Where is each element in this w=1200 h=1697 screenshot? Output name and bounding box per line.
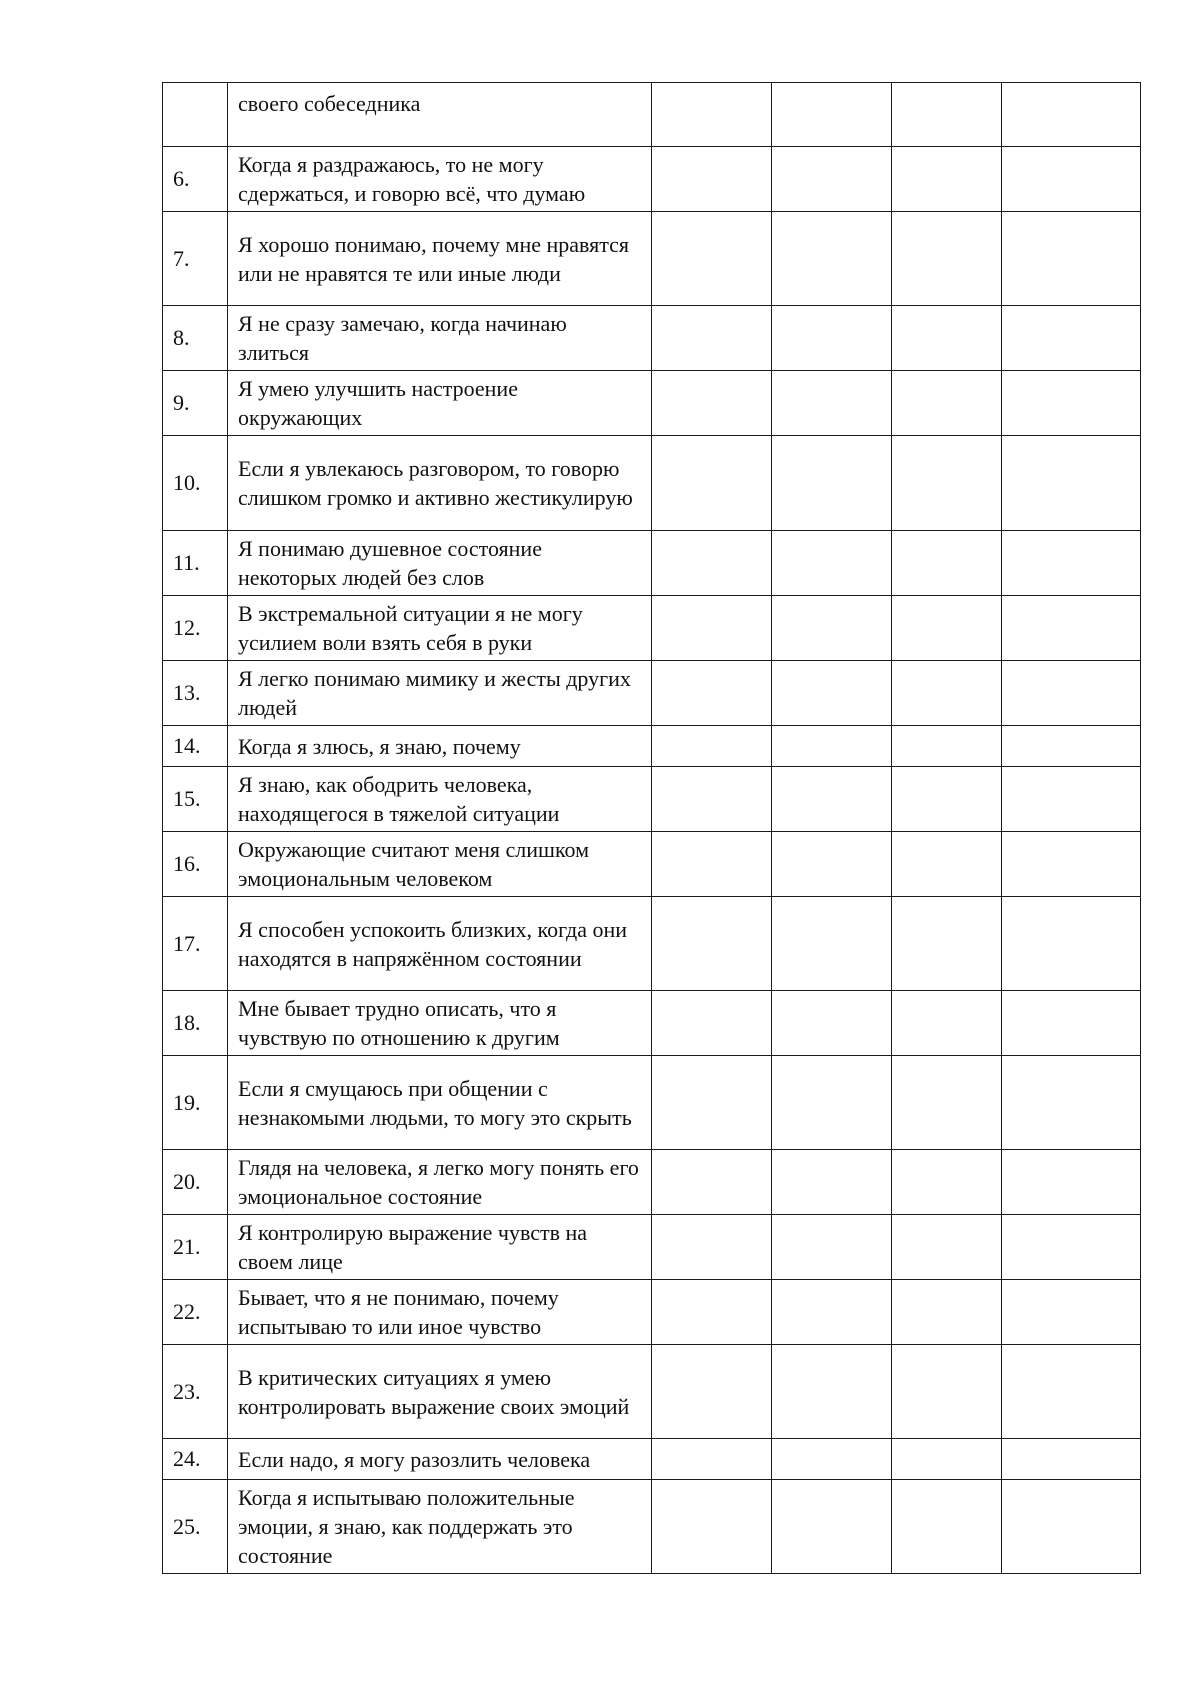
answer-cell[interactable] [652,147,772,212]
table-row [163,767,1141,832]
item-number: 18. [163,991,228,1056]
table-row [163,1280,1141,1345]
answer-cell[interactable] [652,767,772,832]
item-statement: Когда я злюсь, я знаю, почему [228,726,652,767]
answer-cell[interactable] [772,661,892,726]
answer-cell[interactable] [892,1439,1002,1480]
answer-cell[interactable] [652,1215,772,1280]
answer-cell[interactable] [892,1345,1002,1439]
item-number: 8. [163,306,228,371]
item-statement: Мне бывает трудно описать, что я чувствую по отношению к другим [228,991,652,1056]
table-row [163,991,1141,1056]
answer-cell[interactable] [1002,1280,1141,1345]
answer-cell[interactable] [652,661,772,726]
table-row [163,1215,1141,1280]
answer-cell[interactable] [1002,726,1141,767]
answer-cell[interactable] [1002,1345,1141,1439]
answer-cell[interactable] [772,83,892,147]
answer-cell[interactable] [652,991,772,1056]
answer-cell[interactable] [772,991,892,1056]
answer-cell[interactable] [652,897,772,991]
table-row [163,212,1141,306]
answer-cell[interactable] [892,726,1002,767]
item-number: 23. [163,1345,228,1439]
answer-cell[interactable] [892,147,1002,212]
item-statement: В экстремальной ситуации я не могу усилием воли взять себя в руки [228,596,652,661]
answer-cell[interactable] [1002,531,1141,596]
table-row [163,436,1141,531]
answer-cell[interactable] [652,371,772,436]
answer-cell[interactable] [652,1150,772,1215]
item-statement: Когда я раздражаюсь, то не могу сдержаться, и говорю всё, что думаю [228,147,652,212]
answer-cell[interactable] [892,767,1002,832]
answer-cell[interactable] [772,1150,892,1215]
item-number: 7. [163,212,228,306]
table-row [163,897,1141,991]
answer-cell[interactable] [772,531,892,596]
answer-cell[interactable] [1002,897,1141,991]
answer-cell[interactable] [772,1280,892,1345]
item-number: 15. [163,767,228,832]
item-statement: Я не сразу замечаю, когда начинаю злиться [228,306,652,371]
answer-cell[interactable] [772,306,892,371]
answer-cell[interactable] [652,1345,772,1439]
item-statement: Я умею улучшить настроение окружающих [228,371,652,436]
answer-cell[interactable] [1002,83,1141,147]
answer-cell[interactable] [772,147,892,212]
answer-cell[interactable] [652,531,772,596]
item-statement: Если надо, я могу разозлить человека [228,1439,652,1480]
item-number: 19. [163,1056,228,1150]
answer-cell[interactable] [652,306,772,371]
item-number: 13. [163,661,228,726]
answer-cell[interactable] [772,1345,892,1439]
table-row [163,726,1141,767]
table-row [163,1345,1141,1439]
answer-cell[interactable] [652,726,772,767]
answer-cell[interactable] [772,1480,892,1574]
answer-cell[interactable] [652,436,772,531]
item-statement: Когда я испытываю положительные эмоции, я знаю, как поддержать это состояние [228,1480,652,1574]
item-statement: В критических ситуациях я умею контролировать выражение своих эмоций [228,1345,652,1439]
table-row [163,1480,1141,1574]
item-number: 17. [163,897,228,991]
table-row [163,306,1141,371]
answer-cell[interactable] [892,306,1002,371]
item-statement: Я контролирую выражение чувств на своем лице [228,1215,652,1280]
table-row [163,147,1141,212]
item-statement: Бывает, что я не понимаю, почему испытываю то или иное чувство [228,1280,652,1345]
item-statement: Если я увлекаюсь разговором, то говорю слишком громко и активно жестикулирую [228,436,652,531]
answer-cell[interactable] [1002,212,1141,306]
table-row [163,832,1141,897]
table-row [163,83,1141,147]
answer-cell[interactable] [892,661,1002,726]
item-statement: Глядя на человека, я легко могу понять его эмоциональное состояние [228,1150,652,1215]
item-number: 11. [163,531,228,596]
answer-cell[interactable] [652,832,772,897]
questionnaire-table [162,82,1141,1574]
answer-cell[interactable] [892,1056,1002,1150]
answer-cell[interactable] [1002,832,1141,897]
answer-cell[interactable] [652,596,772,661]
table-row [163,1150,1141,1215]
answer-cell[interactable] [892,991,1002,1056]
answer-cell[interactable] [1002,147,1141,212]
item-number: 16. [163,832,228,897]
answer-cell[interactable] [652,1439,772,1480]
item-number: 21. [163,1215,228,1280]
answer-cell[interactable] [892,1280,1002,1345]
table-row [163,596,1141,661]
table-row [163,371,1141,436]
answer-cell[interactable] [772,212,892,306]
item-number: 10. [163,436,228,531]
answer-cell[interactable] [1002,371,1141,436]
item-number: 25. [163,1480,228,1574]
table-row [163,661,1141,726]
answer-cell[interactable] [772,767,892,832]
answer-cell[interactable] [892,596,1002,661]
item-statement: своего собеседника [228,83,652,147]
answer-cell[interactable] [892,531,1002,596]
answer-cell[interactable] [772,371,892,436]
answer-cell[interactable] [652,83,772,147]
answer-cell[interactable] [892,436,1002,531]
answer-cell[interactable] [772,1439,892,1480]
item-number: 14. [163,726,228,767]
answer-cell[interactable] [892,1215,1002,1280]
table-row [163,1056,1141,1150]
item-statement: Я способен успокоить близких, когда они находятся в напряжённом состоянии [228,897,652,991]
answer-cell[interactable] [652,1280,772,1345]
answer-cell[interactable] [1002,991,1141,1056]
answer-cell[interactable] [892,212,1002,306]
item-number [163,83,228,147]
item-statement: Я легко понимаю мимику и жесты других людей [228,661,652,726]
answer-cell[interactable] [1002,1215,1141,1280]
item-number: 9. [163,371,228,436]
item-number: 12. [163,596,228,661]
item-statement: Я знаю, как ободрить человека, находящегося в тяжелой ситуации [228,767,652,832]
item-statement: Если я смущаюсь при общении с незнакомыми людьми, то могу это скрыть [228,1056,652,1150]
answer-cell[interactable] [772,726,892,767]
item-number: 24. [163,1439,228,1480]
answer-cell[interactable] [772,436,892,531]
answer-cell[interactable] [772,897,892,991]
answer-cell[interactable] [1002,596,1141,661]
answer-cell[interactable] [772,1056,892,1150]
answer-cell[interactable] [772,832,892,897]
answer-cell[interactable] [892,83,1002,147]
answer-cell[interactable] [1002,1439,1141,1480]
item-statement: Окружающие считают меня слишком эмоциональным человеком [228,832,652,897]
answer-cell[interactable] [892,897,1002,991]
answer-cell[interactable] [1002,661,1141,726]
answer-cell[interactable] [772,596,892,661]
answer-cell[interactable] [892,832,1002,897]
answer-cell[interactable] [1002,1480,1141,1574]
answer-cell[interactable] [1002,436,1141,531]
answer-cell[interactable] [1002,1150,1141,1215]
answer-cell[interactable] [1002,1056,1141,1150]
answer-cell[interactable] [892,371,1002,436]
item-number: 6. [163,147,228,212]
answer-cell[interactable] [652,212,772,306]
item-number: 22. [163,1280,228,1345]
answer-cell[interactable] [772,1215,892,1280]
answer-cell[interactable] [652,1480,772,1574]
answer-cell[interactable] [1002,767,1141,832]
answer-cell[interactable] [1002,306,1141,371]
table-row [163,1439,1141,1480]
item-statement: Я хорошо понимаю, почему мне нравятся или не нравятся те или иные люди [228,212,652,306]
answer-cell[interactable] [652,1056,772,1150]
answer-cell[interactable] [892,1150,1002,1215]
item-number: 20. [163,1150,228,1215]
item-statement: Я понимаю душевное состояние некоторых людей без слов [228,531,652,596]
table-row [163,531,1141,596]
answer-cell[interactable] [892,1480,1002,1574]
